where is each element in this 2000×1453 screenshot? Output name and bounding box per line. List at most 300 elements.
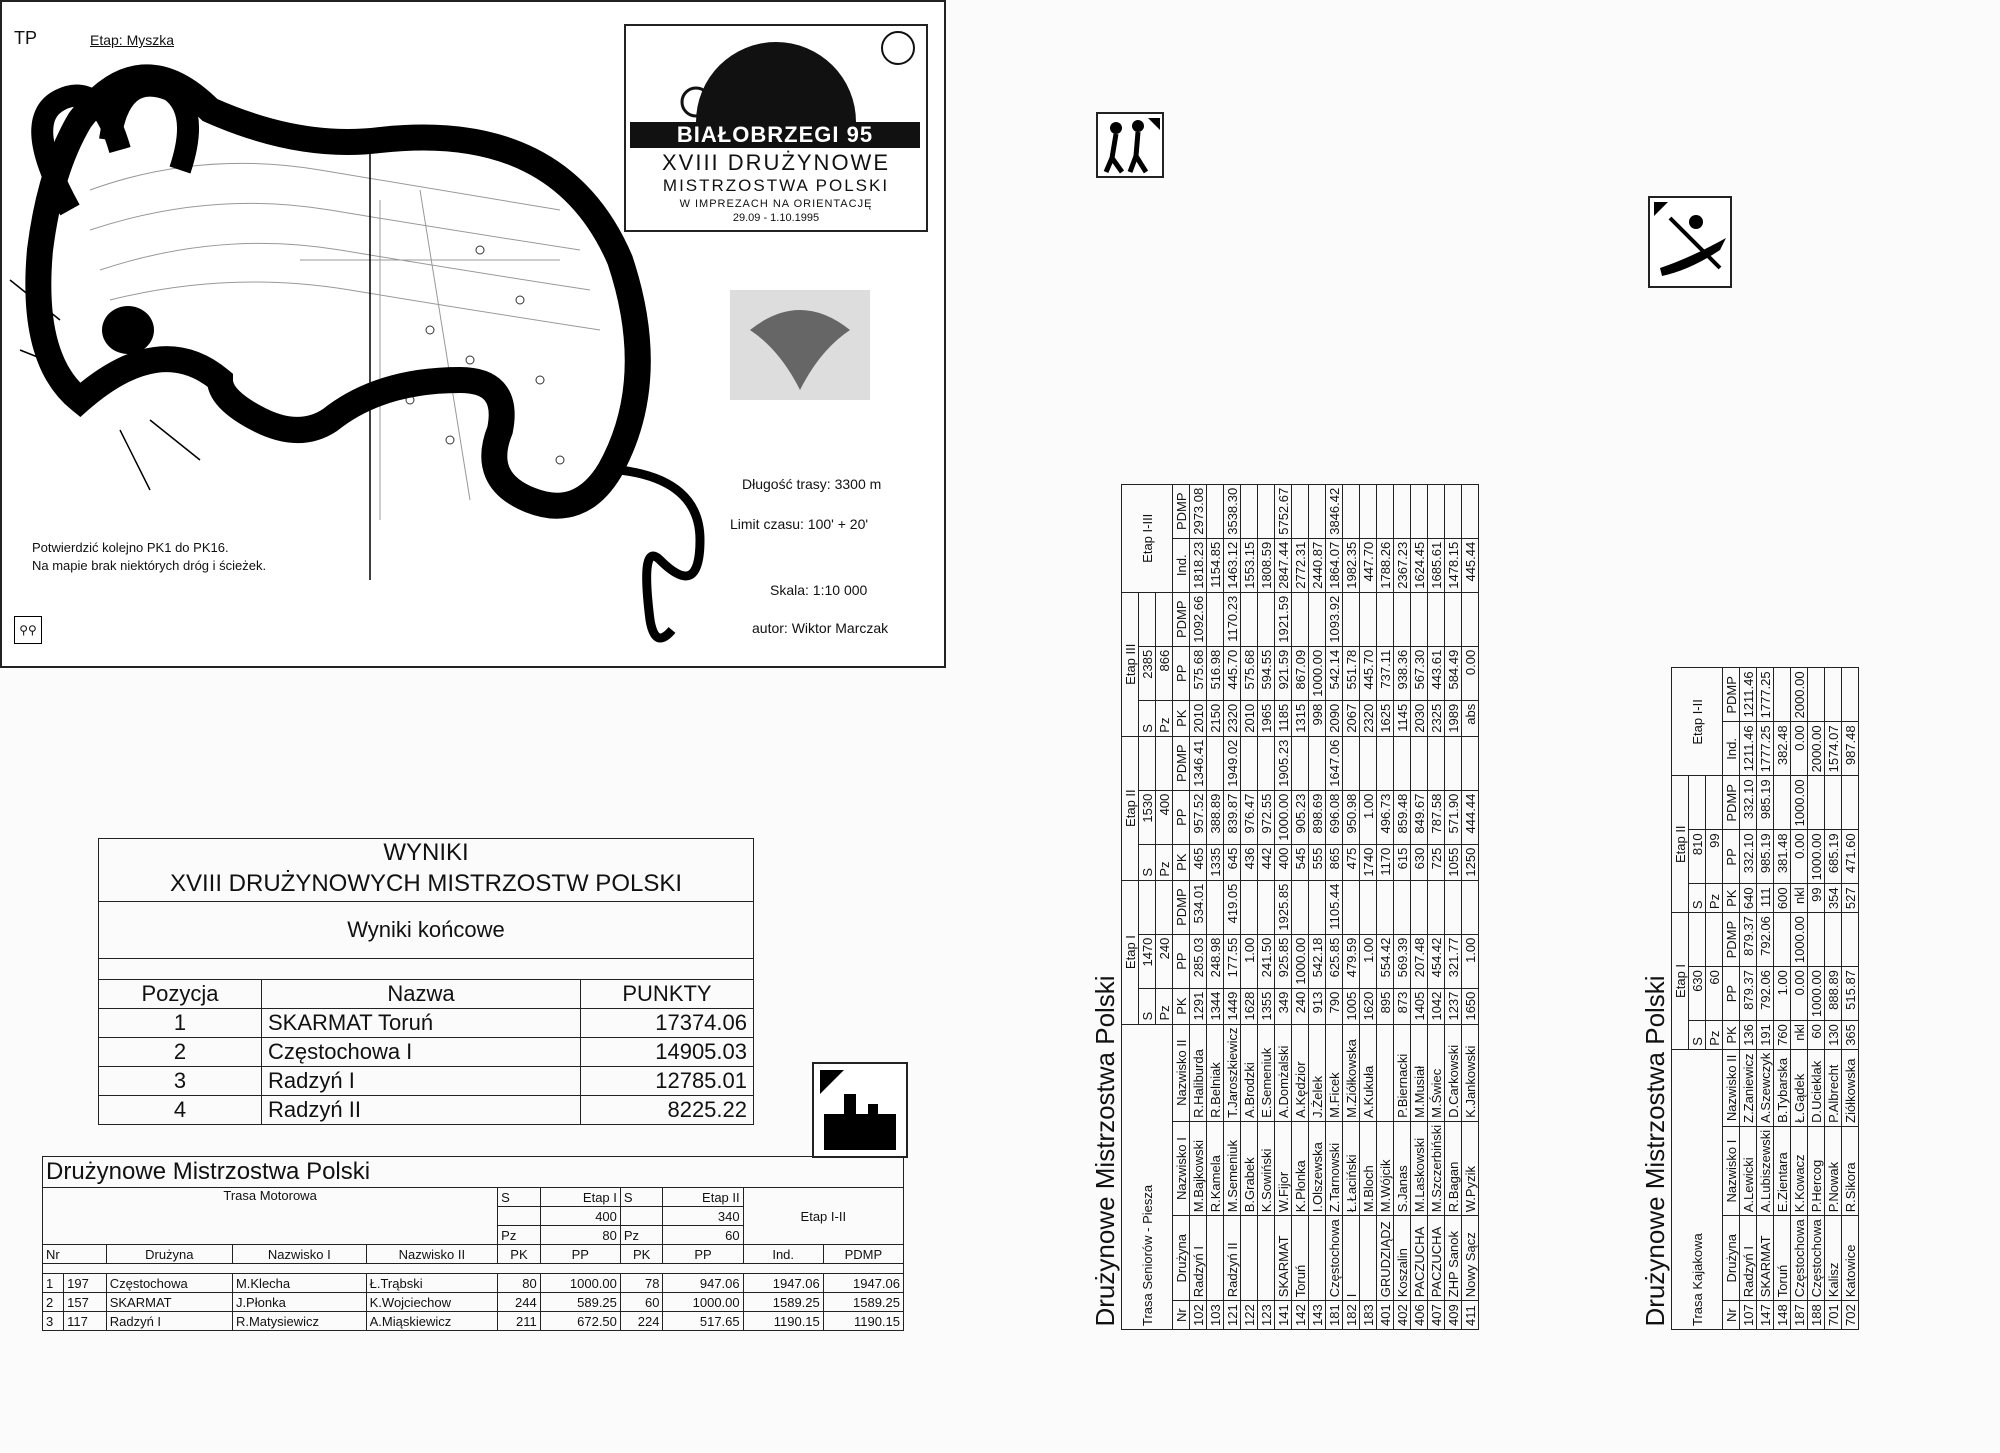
cell: 1905.23 <box>1275 736 1292 790</box>
cell: 879.37 <box>1740 913 1757 967</box>
cell: 1315 <box>1292 700 1309 736</box>
cell: 241.50 <box>1258 934 1275 988</box>
cell: 80 <box>498 1274 541 1293</box>
cell: 1.00 <box>1241 934 1258 988</box>
cell <box>1774 668 1791 722</box>
cell: 14905.03 <box>581 1038 754 1067</box>
cell: M.Musiał <box>1411 1024 1428 1121</box>
cell: 972.55 <box>1258 790 1275 844</box>
cell <box>1207 880 1224 934</box>
cell: 0.00 <box>1791 967 1808 1021</box>
cell: Nowy Sącz <box>1462 1216 1479 1301</box>
cell <box>1360 1216 1377 1301</box>
cell: 947.06 <box>663 1274 743 1293</box>
cell: 382.48 <box>1774 722 1791 776</box>
cell <box>1207 484 1224 538</box>
cell: 865 <box>1326 844 1343 880</box>
cell: R.Kamela <box>1207 1121 1224 1215</box>
cell: M.Świec <box>1428 1024 1445 1121</box>
cell: 187 <box>1791 1301 1808 1330</box>
cell: 248.98 <box>1207 934 1224 988</box>
table-row <box>1207 484 1224 1329</box>
cell: A.Kukuła <box>1360 1024 1377 1121</box>
table-row <box>1411 484 1428 1329</box>
cell <box>1377 1024 1394 1121</box>
cell: 571.90 <box>1445 790 1462 844</box>
motor-etap12: Etap I-II <box>743 1188 903 1245</box>
cell: Pz <box>1156 844 1173 880</box>
cell: 475 <box>1343 844 1360 880</box>
cell <box>1258 880 1275 934</box>
motor-route-label: Trasa Motorowa <box>43 1188 498 1245</box>
cell: Etap I <box>540 1188 620 1207</box>
cell: E.Zientara <box>1774 1126 1791 1215</box>
cell <box>1343 880 1360 934</box>
cell: P.Biernacki <box>1394 1024 1411 1121</box>
cell: 0.00 <box>1462 646 1479 700</box>
cell: 787.58 <box>1428 790 1445 844</box>
motor-route-icon <box>812 1062 908 1158</box>
cell: 1777.25 <box>1757 668 1774 722</box>
cell: Drużyna <box>1173 1216 1190 1301</box>
cell: I <box>1343 1216 1360 1301</box>
cell: 147 <box>1757 1301 1774 1330</box>
cell: Ind. <box>1723 722 1740 776</box>
cell <box>1292 592 1309 646</box>
cell: 60 <box>620 1293 663 1312</box>
cell: 1170 <box>1377 844 1394 880</box>
cell: 244 <box>498 1293 541 1312</box>
cell: S <box>1689 1021 1706 1050</box>
cell: 551.78 <box>1343 646 1360 700</box>
cell: A.Lewicki <box>1740 1126 1757 1215</box>
cell: 1000.00 <box>1309 646 1326 700</box>
cell: S <box>1139 988 1156 1024</box>
walker-icon: ⚲⚲ <box>14 616 42 644</box>
cell: Radzyń II <box>1224 1216 1241 1301</box>
table-row <box>1740 668 1757 1330</box>
cell: 615 <box>1394 844 1411 880</box>
cell <box>1309 1216 1326 1301</box>
cell: 575.68 <box>1241 646 1258 700</box>
cell: 2010 <box>1241 700 1258 736</box>
cell: 479.59 <box>1343 934 1360 988</box>
table-row <box>1360 484 1377 1329</box>
cell: 3 <box>99 1067 262 1096</box>
cell: K.Płonka <box>1292 1121 1309 1215</box>
cell: Nazwisko II <box>1173 1024 1190 1121</box>
cell: 1092.66 <box>1190 592 1207 646</box>
cell: M.Bloch <box>1360 1121 1377 1215</box>
header-position: Pozycja <box>99 980 262 1009</box>
cell: 465 <box>1190 844 1207 880</box>
cell: 866 <box>1156 646 1173 700</box>
cell: 839.87 <box>1224 790 1241 844</box>
cell: I.Olszewska <box>1309 1121 1326 1215</box>
cell <box>1309 880 1326 934</box>
cell: abs <box>1462 700 1479 736</box>
cell: 555 <box>1309 844 1326 880</box>
cell: 867.09 <box>1292 646 1309 700</box>
cell: 406 <box>1411 1301 1428 1330</box>
cell: 1250 <box>1462 844 1479 880</box>
cell <box>1462 736 1479 790</box>
cell: 630 <box>1411 844 1428 880</box>
cell: PK <box>1173 988 1190 1024</box>
cell <box>1258 736 1275 790</box>
cell: 1005 <box>1343 988 1360 1024</box>
cell: PP <box>540 1245 620 1264</box>
logo-banner: BIAŁOBRZEGI 95 <box>630 122 920 148</box>
cell: 1818.23 <box>1190 538 1207 592</box>
cell: 554.42 <box>1377 934 1394 988</box>
kayak-table-wrapper <box>1640 667 1859 1330</box>
cell <box>1462 880 1479 934</box>
cell: 400 <box>1275 844 1292 880</box>
cell: 197 <box>64 1274 107 1293</box>
cell: Toruń <box>1292 1216 1309 1301</box>
table-row <box>1258 484 1275 1329</box>
cell: Radzyń I <box>262 1067 581 1096</box>
cell: 950.98 <box>1343 790 1360 844</box>
cell <box>1394 592 1411 646</box>
cell <box>1241 736 1258 790</box>
cell: 542.14 <box>1326 646 1343 700</box>
cell <box>1343 484 1360 538</box>
cell: 122 <box>1241 1301 1258 1330</box>
table-row <box>99 1038 754 1067</box>
cell <box>1207 736 1224 790</box>
cell: PP <box>1173 646 1190 700</box>
cell: 1093.92 <box>1326 592 1343 646</box>
results-header-row <box>99 980 754 1009</box>
cell: 1530 <box>1139 790 1156 844</box>
cell: 123 <box>1258 1301 1275 1330</box>
cell: 181 <box>1326 1301 1343 1330</box>
cell: PP <box>1173 790 1190 844</box>
cell <box>1377 880 1394 934</box>
cell: 240 <box>1156 934 1173 988</box>
cell: Częstochowa <box>1808 1216 1825 1301</box>
cell: 445.70 <box>1360 646 1377 700</box>
cell: 859.48 <box>1394 790 1411 844</box>
cell: Ziółkowska <box>1842 1049 1859 1126</box>
cell: 938.36 <box>1394 646 1411 700</box>
results-title-2: XVIII DRUŻYNOWYCH MISTRZOSTW POLSKI <box>99 867 754 902</box>
table-row <box>1791 668 1808 1330</box>
cell: 1647.06 <box>1326 736 1343 790</box>
cell: 1000.00 <box>1808 967 1825 1021</box>
cell: Koszalin <box>1394 1216 1411 1301</box>
cell <box>1343 592 1360 646</box>
kayak-route-label: Trasa Kajakowa <box>1672 1049 1723 1329</box>
cell: 895 <box>1377 988 1394 1024</box>
seniors-route-table <box>1090 484 1479 1330</box>
cell: K.Sowiński <box>1258 1121 1275 1215</box>
cell: S <box>498 1188 541 1207</box>
cell: 1.00 <box>1360 934 1377 988</box>
cell <box>1462 592 1479 646</box>
cell: 1589.25 <box>743 1293 823 1312</box>
cell <box>1292 736 1309 790</box>
cell: 1788.26 <box>1377 538 1394 592</box>
cell: PDMP <box>1723 668 1740 722</box>
cell: 402 <box>1394 1301 1411 1330</box>
map-note-1: Potwierdzić kolejno PK1 do PK16. <box>32 540 229 555</box>
cell: W.Fijor <box>1275 1121 1292 1215</box>
cell: J.Płonka <box>232 1293 366 1312</box>
cell: Etap I <box>1672 913 1689 1050</box>
cell: 569.39 <box>1394 934 1411 988</box>
cell: 702 <box>1842 1301 1859 1330</box>
table-row <box>99 1009 754 1038</box>
cell: PACZUCHA <box>1428 1216 1445 1301</box>
cell: D.Ucieklak <box>1808 1049 1825 1126</box>
cell: 1000.00 <box>540 1274 620 1293</box>
logo-line-3: W IMPREZACH NA ORIENTACJĘ <box>679 198 873 210</box>
results-title-1: WYNIKI <box>99 839 754 868</box>
cell: 1000.00 <box>1791 913 1808 967</box>
cell: 1925.85 <box>1275 880 1292 934</box>
cell: 1211.46 <box>1740 668 1757 722</box>
cell: 121 <box>1224 1301 1241 1330</box>
seniors-title: Drużynowe Mistrzostwa Polski <box>1090 975 1120 1327</box>
cell: 542.18 <box>1309 934 1326 988</box>
cell: 2367.23 <box>1394 538 1411 592</box>
cell: 2772.31 <box>1292 538 1309 592</box>
cell: 148 <box>1774 1301 1791 1330</box>
cell <box>1462 484 1479 538</box>
cell: 182 <box>1343 1301 1360 1330</box>
cell <box>1411 880 1428 934</box>
seniors-route-label: Trasa Seniorów - Piesza <box>1122 1024 1173 1329</box>
cell: 332.10 <box>1740 830 1757 884</box>
cell: 411 <box>1462 1301 1479 1330</box>
table-row <box>1842 668 1859 1330</box>
cell: 1478.15 <box>1445 538 1462 592</box>
cell: 849.67 <box>1411 790 1428 844</box>
motor-title: Drużynowe Mistrzostwa Polski <box>43 1157 904 1188</box>
cell <box>1241 880 1258 934</box>
cell: 589.25 <box>540 1293 620 1312</box>
cell: Pz <box>1156 700 1173 736</box>
cell: Ind. <box>1173 538 1190 592</box>
cell: 527 <box>1842 884 1859 913</box>
cell: 567.30 <box>1411 646 1428 700</box>
cell: 1.00 <box>1774 967 1791 1021</box>
cell: 2 <box>99 1038 262 1067</box>
header-name: Nazwa <box>262 980 581 1009</box>
cell: 1625 <box>1377 700 1394 736</box>
cell: 1170.23 <box>1224 592 1241 646</box>
cell: 1405 <box>1411 988 1428 1024</box>
cell: 2847.44 <box>1275 538 1292 592</box>
cell: 136 <box>1740 1021 1757 1050</box>
cell: 957.52 <box>1190 790 1207 844</box>
cell <box>1377 592 1394 646</box>
cell <box>1774 913 1791 967</box>
cell: S <box>1139 844 1156 880</box>
table-row <box>1757 668 1774 1330</box>
cell: 444.44 <box>1462 790 1479 844</box>
header-points: PUNKTY <box>581 980 754 1009</box>
cell: Etap I <box>1122 880 1139 1024</box>
cell: 2973.08 <box>1190 484 1207 538</box>
map-etap-label: Etap: Myszka <box>90 32 175 48</box>
cell: 1185 <box>1275 700 1292 736</box>
cell: K.Wojciechow <box>366 1293 498 1312</box>
cell: Nr <box>1173 1301 1190 1330</box>
cell: 640 <box>1740 884 1757 913</box>
cell: Nazwisko II <box>1723 1049 1740 1126</box>
cell: 409 <box>1445 1301 1462 1330</box>
cell: 1.00 <box>1360 790 1377 844</box>
cell: 921.59 <box>1275 646 1292 700</box>
cell: 1650 <box>1462 988 1479 1024</box>
cell: M.Ziółkowska <box>1343 1024 1360 1121</box>
results-subtitle: Wyniki końcowe <box>99 902 754 959</box>
cell: Ind. <box>743 1245 823 1264</box>
cell: 183 <box>1360 1301 1377 1330</box>
logo-line-1: XVIII DRUŻYNOWE <box>661 150 890 175</box>
table-row <box>1394 484 1411 1329</box>
cell: 575.68 <box>1190 646 1207 700</box>
cell: S.Janas <box>1394 1121 1411 1215</box>
cell <box>1309 484 1326 538</box>
cell: 1000.00 <box>1292 934 1309 988</box>
cell: PK <box>1723 884 1740 913</box>
cell <box>1360 736 1377 790</box>
cell: 340 <box>663 1207 743 1226</box>
cell: B.Tybarska <box>1774 1049 1791 1126</box>
cell: Radzyń I <box>1190 1216 1207 1301</box>
cell: M.Laskowski <box>1411 1121 1428 1215</box>
cell: 3538.30 <box>1224 484 1241 538</box>
cell: Nazwisko I <box>232 1245 366 1264</box>
cell: 0.00 <box>1791 722 1808 776</box>
cell: 447.70 <box>1360 538 1377 592</box>
cell <box>1241 484 1258 538</box>
cell: Częstochowa I <box>262 1038 581 1067</box>
cell: 381.48 <box>1774 830 1791 884</box>
cell: 879.37 <box>1740 967 1757 1021</box>
cell: PK <box>1173 844 1190 880</box>
cell: 1449 <box>1224 988 1241 1024</box>
cell: 1574.07 <box>1825 722 1842 776</box>
cell: J.Żelek <box>1309 1024 1326 1121</box>
table-row <box>1774 668 1791 1330</box>
cell: 1154.85 <box>1207 538 1224 592</box>
cell: Pz <box>498 1226 541 1245</box>
cell: 1335 <box>1207 844 1224 880</box>
cell <box>1377 484 1394 538</box>
cell <box>1808 668 1825 722</box>
cell <box>1411 592 1428 646</box>
cell <box>1808 776 1825 830</box>
cell: PDMP <box>1173 736 1190 790</box>
cell: A.Brodzki <box>1241 1024 1258 1121</box>
cell: 792.06 <box>1757 967 1774 1021</box>
cell <box>1207 1216 1224 1301</box>
cell: 1921.59 <box>1275 592 1292 646</box>
cell: PK <box>1173 700 1190 736</box>
cell: SKARMAT <box>1275 1216 1292 1301</box>
cell <box>1343 736 1360 790</box>
cell: 2 <box>43 1293 64 1312</box>
cell <box>1825 913 1842 967</box>
cell: 3 <box>43 1312 64 1331</box>
table-row <box>1808 668 1825 1330</box>
cell: 1947.06 <box>823 1274 903 1293</box>
cell: 810 <box>1689 830 1706 884</box>
cell: SKARMAT Toruń <box>262 1009 581 1038</box>
map-length: Długość trasy: 3300 m <box>742 476 882 492</box>
cell: Etap II <box>1122 736 1139 880</box>
cell: Nazwisko II <box>366 1245 498 1264</box>
cell <box>1360 484 1377 538</box>
cell: 2320 <box>1360 700 1377 736</box>
table-row <box>1377 484 1394 1329</box>
cell: 976.47 <box>1241 790 1258 844</box>
cell: Nr <box>1723 1301 1740 1330</box>
table-row <box>1292 484 1309 1329</box>
cell: 760 <box>1774 1021 1791 1050</box>
cell: 3846.42 <box>1326 484 1343 538</box>
cell: 454.42 <box>1428 934 1445 988</box>
cell <box>1394 736 1411 790</box>
cell: Pz <box>620 1226 663 1245</box>
cell: 987.48 <box>1842 722 1859 776</box>
cell: 672.50 <box>540 1312 620 1331</box>
cell: 1000.00 <box>1808 830 1825 884</box>
cell <box>1411 484 1428 538</box>
cell: 2320 <box>1224 700 1241 736</box>
cell: 1 <box>43 1274 64 1293</box>
cell: Radzyń I <box>1740 1216 1757 1301</box>
table-row <box>1241 484 1258 1329</box>
cell: 8225.22 <box>581 1096 754 1125</box>
cell <box>1411 736 1428 790</box>
cell: 1808.59 <box>1258 538 1275 592</box>
cell <box>1428 484 1445 538</box>
cell: 240 <box>1292 988 1309 1024</box>
cell: Ł.Łaciński <box>1343 1121 1360 1215</box>
cell: PK <box>1723 1021 1740 1050</box>
cell: 2000.00 <box>1791 668 1808 722</box>
cell: 685.19 <box>1825 830 1842 884</box>
cell: Nazwisko I <box>1723 1126 1740 1215</box>
table-row <box>1343 484 1360 1329</box>
motor-route-table <box>42 1156 904 1331</box>
cell: 2150 <box>1207 700 1224 736</box>
seniors-header-row <box>1173 484 1190 1329</box>
cell <box>1428 736 1445 790</box>
cell: PK <box>498 1245 541 1264</box>
cell: 737.11 <box>1377 646 1394 700</box>
table-row <box>43 1312 904 1331</box>
cell: 102 <box>1190 1301 1207 1330</box>
cell: 790 <box>1326 988 1343 1024</box>
cell: Radzyń II <box>262 1096 581 1125</box>
cell <box>1360 592 1377 646</box>
cell <box>1774 776 1791 830</box>
cell: PP <box>1173 934 1190 988</box>
cell: 1777.25 <box>1757 722 1774 776</box>
cell: 365 <box>1842 1021 1859 1050</box>
cell <box>1241 1216 1258 1301</box>
cell: 400 <box>540 1207 620 1226</box>
cell: 516.98 <box>1207 646 1224 700</box>
